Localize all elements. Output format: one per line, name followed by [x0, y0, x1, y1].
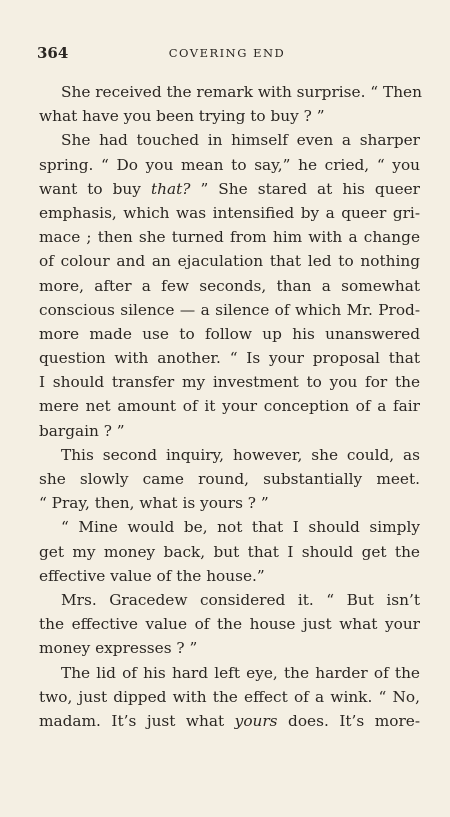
text-line: bargain ? ”	[39, 421, 125, 440]
page-number: 364	[37, 44, 69, 62]
text-line: emphasis, which was intensified by a queer gri-	[39, 203, 420, 222]
text-line: more made use to follow up his unanswered	[39, 324, 420, 343]
text-line: “ Mine would be, not that I should simply	[61, 518, 420, 537]
page-header	[37, 44, 417, 66]
text-line: of colour and an ejaculation that led to nothing	[39, 252, 420, 271]
text-line: Mrs. Gracedew considered it. “ But isn’t	[61, 590, 420, 609]
running-title: COVERING END	[168, 46, 286, 60]
italic-emphasis: yours	[234, 711, 278, 730]
text-line: This second inquiry, however, she could, as	[61, 445, 420, 464]
text-line: two, just dipped with the effect of a wink. “ No,	[39, 687, 420, 706]
text-line: conscious silence — a silence of which Mr. Prod-	[39, 300, 420, 319]
text-line: She received the remark with surprise. “ Then	[61, 83, 422, 101]
text-line: she slowly came round, substantially meet.	[39, 470, 420, 488]
text-line: question with another. “ Is your proposal that	[39, 349, 420, 368]
text-line: mere net amount of it your conception of a fair	[39, 397, 420, 416]
text-line: She had touched in himself even a sharper	[61, 131, 420, 150]
text-line: mace ; then she turned from him with a change	[39, 228, 420, 247]
text-line: what have you been trying to buy ? ”	[39, 107, 325, 126]
text-line: the effective value of the house just what your	[39, 615, 420, 634]
text-line: “ Pray, then, what is yours ? ”	[39, 494, 269, 513]
text-line: get my money back, but that I should get the	[39, 542, 420, 561]
text-line: want to buy that? ” She stared at his queer	[39, 179, 420, 198]
text-line: effective value of the house.”	[39, 566, 265, 585]
text-line: more, after a few seconds, than a somewhat	[39, 276, 420, 295]
text-line: spring. “ Do you mean to say,” he cried, “ you	[39, 155, 420, 174]
text-line: madam. It’s just what yours does. It’s more-	[39, 711, 421, 730]
text-line: money expresses ? ”	[39, 639, 198, 658]
text-line: I should transfer my investment to you for the	[39, 373, 420, 392]
body-text	[39, 80, 420, 733]
italic-emphasis: that?	[150, 179, 191, 198]
text-line: The lid of his hard left eye, the harder of the	[61, 663, 420, 682]
